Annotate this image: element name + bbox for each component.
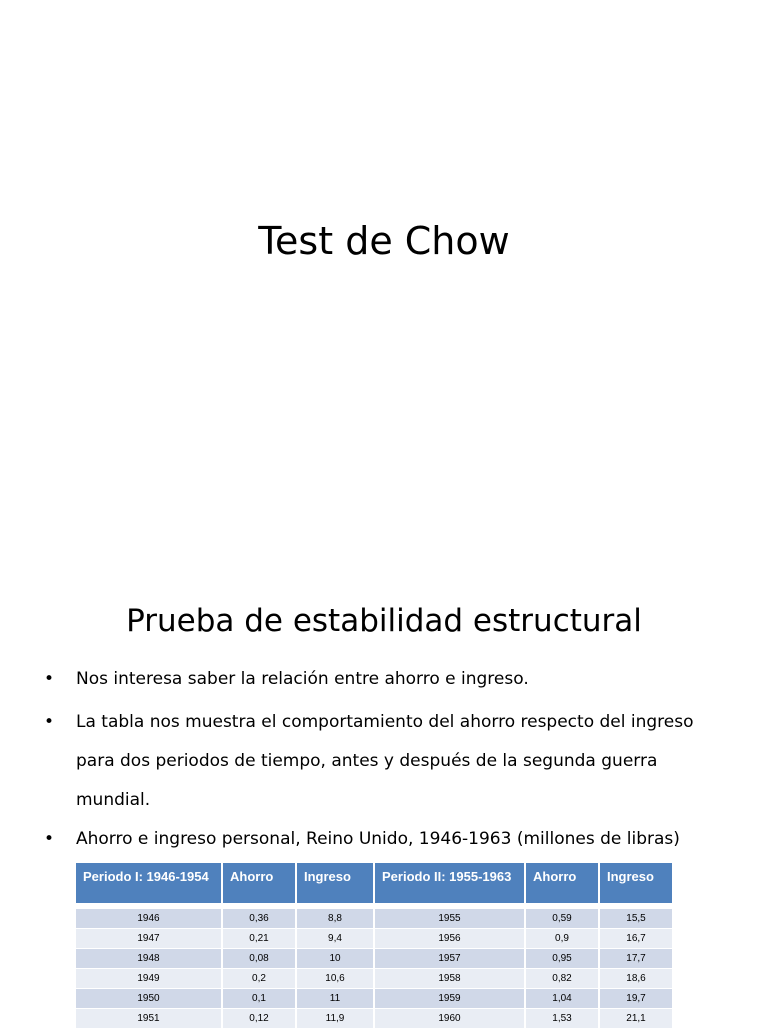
table-cell: 1959 [374, 989, 525, 1009]
table-cell: 8,8 [296, 909, 374, 929]
table-header-row [76, 863, 672, 903]
table-cell: 1960 [374, 1009, 525, 1029]
table-cell: 11 [296, 989, 374, 1009]
table-cell: 1958 [374, 969, 525, 989]
table-cell: 0,36 [222, 909, 296, 929]
column-header: Ahorro [222, 863, 296, 903]
table-cell: 1956 [374, 929, 525, 949]
table-cell: 18,6 [599, 969, 672, 989]
bullet-text: Ahorro e ingreso personal, Reino Unido, 1946-1963 (millones de libras) [76, 829, 680, 849]
table-cell: 10,6 [296, 969, 374, 989]
table-cell: 0,2 [222, 969, 296, 989]
slide-title: Test de Chow [258, 219, 510, 263]
table-cell: 17,7 [599, 949, 672, 969]
table-cell: 21,1 [599, 1009, 672, 1029]
bullet-marker: • [44, 669, 55, 689]
table-cell: 1955 [374, 909, 525, 929]
table-cell: 0,95 [525, 949, 599, 969]
table-cell: 0,59 [525, 909, 599, 929]
bullet-text: Nos interesa saber la relación entre ahorro e ingreso. [76, 669, 529, 689]
table-cell: 1948 [76, 949, 222, 969]
column-header: Ingreso [599, 863, 672, 903]
table-cell: 1957 [374, 949, 525, 969]
table-cell: 1949 [76, 969, 222, 989]
table-row [76, 989, 672, 1009]
table-cell: 1947 [76, 929, 222, 949]
savings-income-table [76, 863, 672, 1029]
table-cell: 1946 [76, 909, 222, 929]
table-cell: 10 [296, 949, 374, 969]
table-cell: 0,21 [222, 929, 296, 949]
bullet-item [0, 820, 768, 859]
column-header: Periodo II: 1955-1963 [374, 863, 525, 903]
table-row [76, 1009, 672, 1029]
bullet-list [0, 660, 768, 859]
bullet-marker: • [44, 712, 55, 732]
slide-heading: Prueba de estabilidad estructural [126, 603, 642, 639]
table-cell: 1,53 [525, 1009, 599, 1029]
table-row [76, 909, 672, 929]
table-cell: 1,04 [525, 989, 599, 1009]
table-cell: 1950 [76, 989, 222, 1009]
column-header: Ingreso [296, 863, 374, 903]
table-cell: 0,82 [525, 969, 599, 989]
bullet-text: La tabla nos muestra el comportamiento del ahorro respecto del ingreso para dos periodos de tiempo, antes y después de la segunda guerra mundial. [76, 712, 694, 810]
column-header: Ahorro [525, 863, 599, 903]
table-cell: 19,7 [599, 989, 672, 1009]
table-cell: 11,9 [296, 1009, 374, 1029]
table-cell: 0,12 [222, 1009, 296, 1029]
table-cell: 0,08 [222, 949, 296, 969]
table-row [76, 929, 672, 949]
table-cell: 1951 [76, 1009, 222, 1029]
table-cell: 0,1 [222, 989, 296, 1009]
bullet-item [0, 660, 768, 699]
table-cell: 9,4 [296, 929, 374, 949]
table-cell: 0,9 [525, 929, 599, 949]
bullet-item [0, 703, 768, 820]
column-header: Periodo I: 1946-1954 [76, 863, 222, 903]
table-row [76, 969, 672, 989]
table-row [76, 949, 672, 969]
slide-2 [0, 560, 768, 1024]
table-cell: 15,5 [599, 909, 672, 929]
bullet-marker: • [44, 829, 55, 849]
table-cell: 16,7 [599, 929, 672, 949]
